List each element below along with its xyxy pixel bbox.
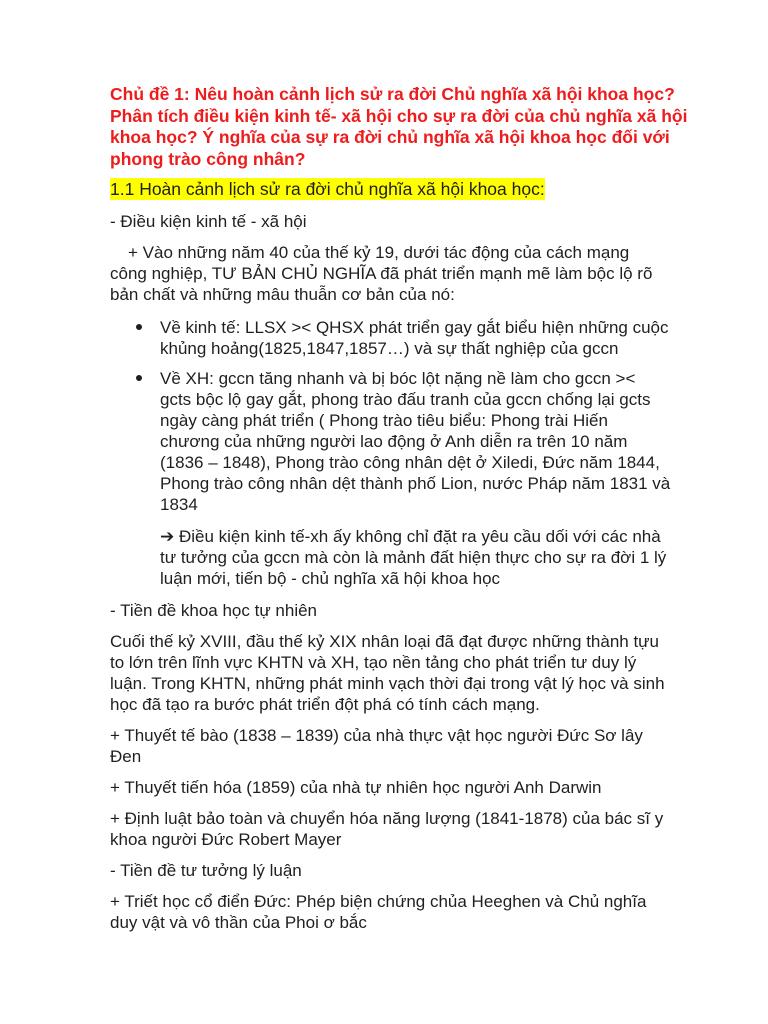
bullet-society-line: (1836 – 1848), Phong trào công nhân dệt ở Xiledi, Đức năm 1844, <box>160 453 660 472</box>
subheading-theoretical: - Tiền đề tư tưởng lý luận <box>110 861 302 880</box>
intro-line: bản chất và những mâu thuẫn cơ bản của nó: <box>110 285 455 304</box>
conclusion-line: luận mới, tiến bộ - chủ nghĩa xã hội khoa học <box>160 569 501 588</box>
bullet-society-line: Phong trào công nhân dệt thành phố Lion, nước Pháp năm 1831 và <box>160 474 671 493</box>
philosophy-line: duy vật và vô thần của Phoi ơ bắc <box>110 913 367 932</box>
science-line: to lớn trên lĩnh vực KHTN và XH, tạo nền tảng cho phát triển tư duy lý <box>110 653 637 672</box>
science-line: luận. Trong KHTN, những phát minh vạch thời đại trong vật lý học và sinh <box>110 674 665 693</box>
bullet-dot <box>136 375 142 381</box>
bullet-society-line: 1834 <box>160 495 198 514</box>
topic-title <box>110 84 700 170</box>
bullet-economy-line: Về kinh tế: LLSX >< QHSX phát triển gay gắt biểu hiện những cuộc <box>160 318 669 337</box>
bullet-economy-line: khủng hoảng(1825,1847,1857…) và sự thất nghiệp của gccn <box>160 339 619 358</box>
bullet-society-line: gcts bộc lộ gay gắt, phong trào đấu tranh của gccn chống lại gcts <box>160 390 651 409</box>
bullet-society-line: ngày càng phát triển ( Phong trào tiêu biểu: Phong trài Hiến <box>160 411 608 430</box>
energy-law-line: khoa người Đức Robert Mayer <box>110 830 342 849</box>
title-line: Chủ đề 1: Nêu hoàn cảnh lịch sử ra đời Chủ nghĩa xã hội khoa học? <box>110 84 675 104</box>
bullet-dot <box>136 324 142 330</box>
conclusion-line: ➔ Điều kiện kinh tế-xh ấy không chỉ đặt ra yêu cầu dối với các nhà <box>160 527 661 546</box>
energy-law-line: + Định luật bảo toàn và chuyển hóa năng lượng (1841-1878) của bác sĩ y <box>110 809 664 828</box>
section-heading <box>110 178 545 200</box>
evolution-theory-line: + Thuyết tiến hóa (1859) của nhà tự nhiên học người Anh Darwin <box>110 778 602 797</box>
science-line: học đã tạo ra bước phát triển đột phá có tính cách mạng. <box>110 695 540 714</box>
bullet-society-line: Về XH: gccn tăng nhanh và bị bóc lột nặng nề làm cho gccn >< <box>160 369 636 388</box>
title-line: khoa học? Ý nghĩa của sự ra đời chủ nghĩa xã hội khoa học đối với <box>110 127 670 147</box>
highlighted-heading: 1.1 Hoàn cảnh lịch sử ra đời chủ nghĩa xã hội khoa học: <box>110 179 545 199</box>
subheading-natural-science: - Tiền đề khoa học tự nhiên <box>110 601 318 620</box>
cell-theory-line: Đen <box>110 747 142 766</box>
philosophy-line: + Triết học cổ điển Đức: Phép biện chứng chủa Heeghen và Chủ nghĩa <box>110 892 647 911</box>
subheading-economic-social: - Điều kiện kinh tế - xã hội <box>110 212 307 231</box>
science-line: Cuối thế kỷ XVIII, đầu thế kỷ XIX nhân loại đã đạt được những thành tựu <box>110 632 660 651</box>
intro-line: công nghiệp, TƯ BẢN CHỦ NGHĨA đã phát triển mạnh mẽ làm bộc lộ rõ <box>110 264 653 283</box>
conclusion-line: tư tưởng của gccn mà còn là mảnh đất hiện thực cho sự ra đời 1 lý <box>160 548 667 567</box>
cell-theory-line: + Thuyết tế bào (1838 – 1839) của nhà thực vật học người Đức Sơ lây <box>110 726 643 745</box>
intro-line: + Vào những năm 40 của thế kỷ 19, dưới tác động của cách mạng <box>128 243 630 262</box>
title-line: phong trào công nhân? <box>110 148 306 169</box>
title-line: Phân tích điều kiện kinh tế- xã hội cho sự ra đời của chủ nghĩa xã hội <box>110 105 688 126</box>
bullet-society-line: chương của những người lao động ở Anh diễn ra trên 10 năm <box>160 432 628 451</box>
